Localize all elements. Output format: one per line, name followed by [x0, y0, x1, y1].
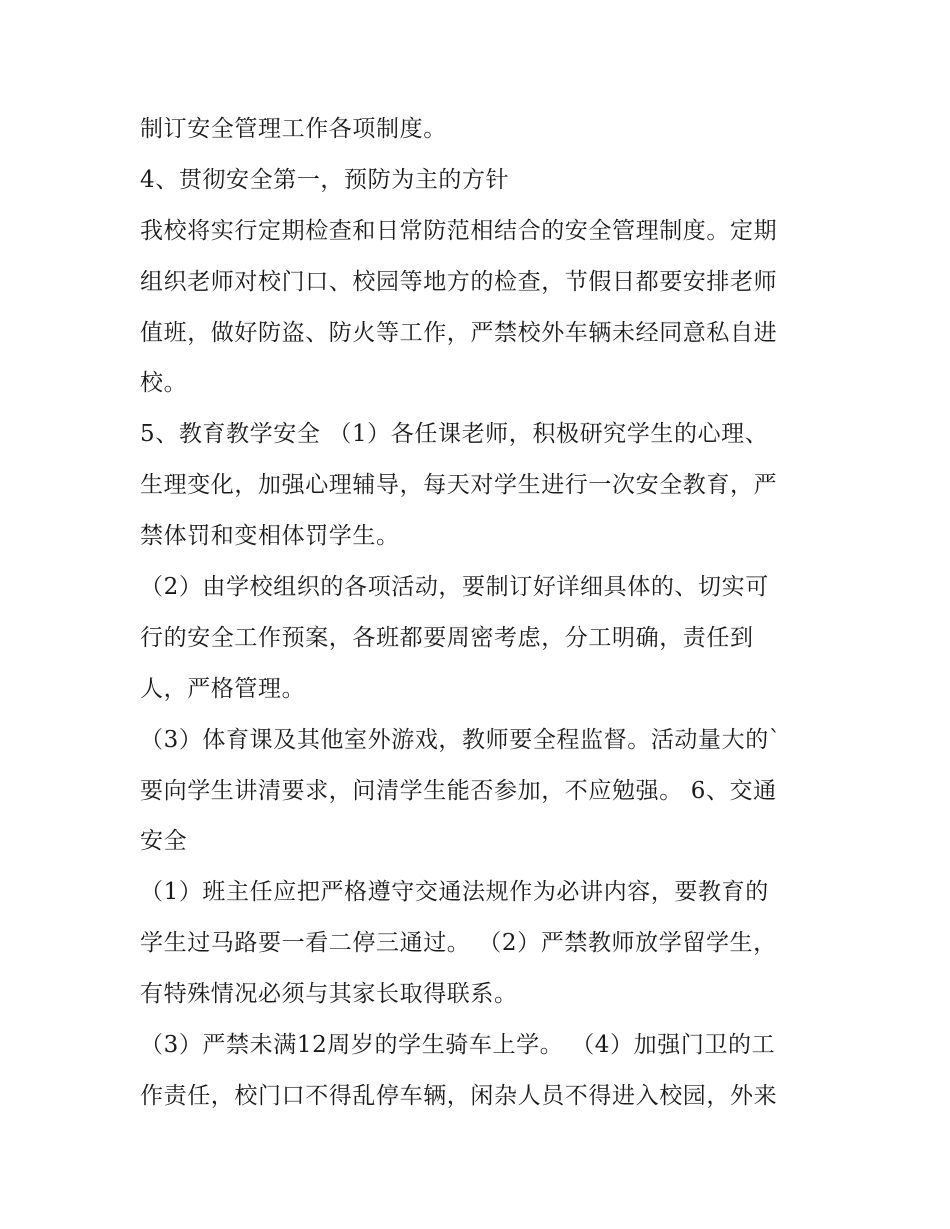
text-line: 值班，做好防盗、防火等工作，严禁校外车辆未经同意私自进: [140, 319, 778, 346]
text-line: 安全: [140, 828, 188, 855]
text-line: 禁体罚和变相体罚学生。: [140, 523, 400, 550]
text-line: 校。: [140, 370, 188, 397]
text-line: 有特殊情况必须与其家长取得联系。: [140, 981, 518, 1008]
text-line: 学生过马路要一看二停三通过。 （2）严禁教师放学留学生，: [140, 930, 777, 957]
text-line: 我校将实行定期检查和日常防范相结合的安全管理制度。定期: [140, 217, 778, 244]
text-line: （2）由学校组织的各项活动，要制订好详细具体的、切实可: [140, 574, 769, 601]
text-line: 人，严格管理。: [140, 675, 306, 702]
text-line: （3）体育课及其他室外游戏，教师要全程监督。活动量大的`: [140, 726, 781, 753]
text-line: 生理变化，加强心理辅导，每天对学生进行一次安全教育，严: [140, 472, 778, 499]
text-line: （1）班主任应把严格遵守交通法规作为必讲内容，要教育的: [140, 879, 769, 906]
document-body: [140, 104, 816, 1122]
text-line: （3）严禁未满12周岁的学生骑车上学。 （4）加强门卫的工: [140, 1032, 776, 1059]
text-line: 要向学生讲清要求，问清学生能否参加，不应勉强。 6、交通: [140, 777, 777, 804]
section-heading-5: 5、教育教学安全 （1）各任课老师，积极研究学生的心理、: [140, 421, 769, 448]
text-line: 行的安全工作预案，各班都要周密考虑，分工明确，责任到: [140, 624, 754, 651]
text-line: 作责任，校门口不得乱停车辆，闲杂人员不得进入校园，外来: [140, 1082, 778, 1109]
text-line: 制订安全管理工作各项制度。: [140, 116, 447, 142]
section-heading-4: 4、贯彻安全第一，预防为主的方针: [140, 166, 510, 193]
text-line: 组织老师对校门口、校园等地方的检查，节假日都要安排老师: [140, 268, 778, 295]
